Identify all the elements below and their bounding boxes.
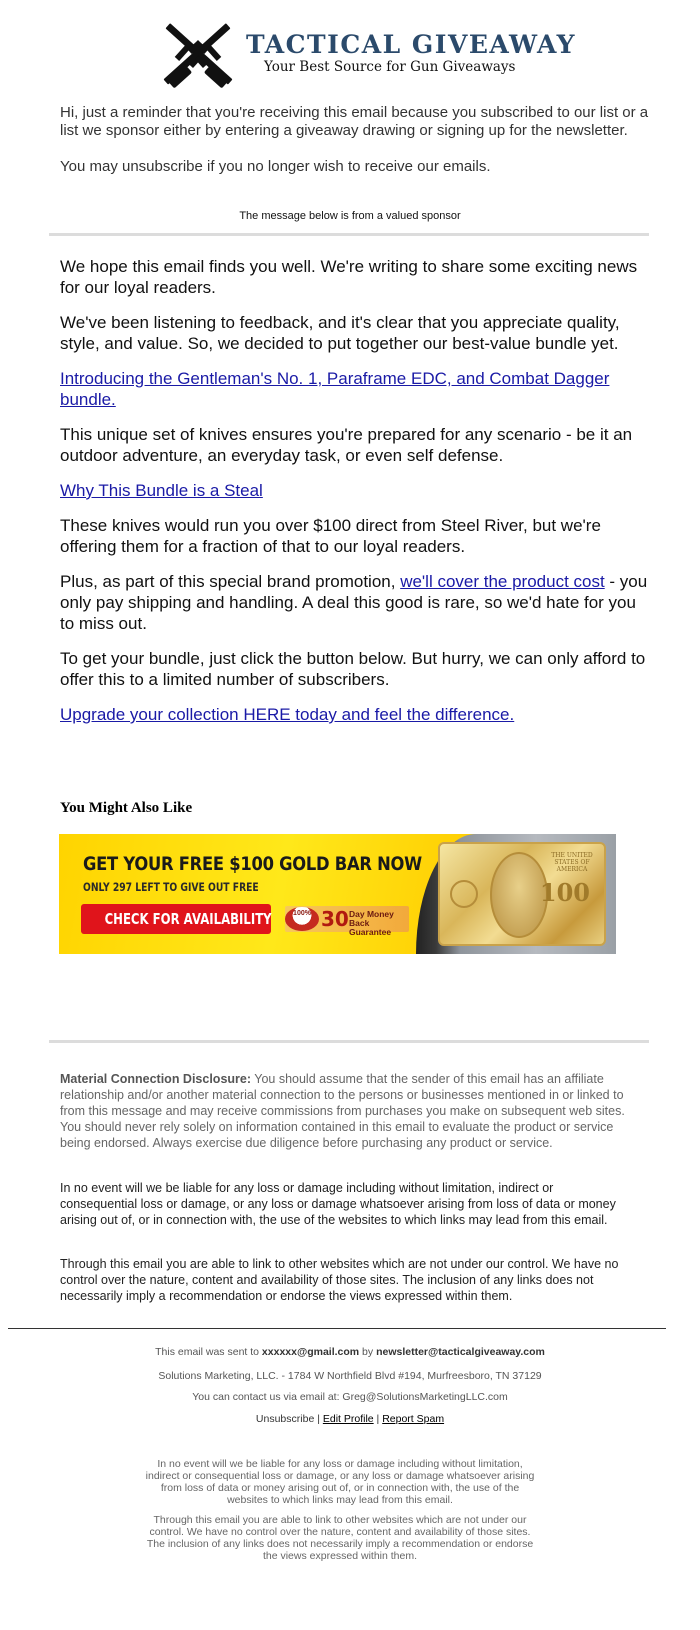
subscription-reminder: Hi, just a reminder that you're receiving this email because you subscribed to our list or a list we sponsor either by entering a giveaway drawing or signing up for the newsletter. (60, 104, 649, 139)
product-cost-link[interactable]: we'll cover the product cost (400, 572, 605, 591)
recipient-email: xxxxxx@gmail.com (261, 1346, 360, 1358)
guarantee-days: 30 (321, 907, 349, 931)
body-paragraph: This unique set of knives ensures you're prepared for any scenario - be it an outdoor adventure, an everyday task, or even self defense. (60, 425, 633, 465)
gold-bar-denomination: 100 (539, 878, 590, 907)
also-like-heading: You Might Also Like (60, 800, 193, 816)
check-availability-button[interactable]: CHECK FOR AVAILABILITY (81, 904, 271, 934)
external-links-disclaimer: Through this email you are able to link to other websites which are not under our control. We have no control over the nature, content and availability of those sites. The inclusion of any links does not necessarily imply a recommendation or endorse the views expressed within them. (60, 1257, 619, 1303)
report-spam-link[interactable]: Report Spam (382, 1413, 445, 1425)
unsubscribe-link[interactable]: Unsubscribe (255, 1413, 315, 1425)
body-paragraph: To get your bundle, just click the button below. But hurry, we can only afford to offer this to a limited number of subscribers. (60, 649, 646, 689)
sender-email: newsletter@tacticalgiveaway.com (376, 1346, 545, 1358)
contact-email: You can contact us via email at: Greg@SolutionsMarketingLLC.com (192, 1391, 508, 1403)
sponsor-note: The message below is from a valued sponsor (239, 210, 461, 222)
material-disclosure: Material Connection Disclosure: You should assume that the sender of this email has an affiliate relationship and/or another material connection to the persons or businesses mentioned in or linked to from this message and may receive commissions from purchases you make on subsequent web sites. You should never rely solely on information contained in this email to evaluate the product or service being endorsed. Always exercise due diligence before purchasing any product or service. (60, 1072, 625, 1150)
money-back-guarantee-badge (285, 906, 409, 937)
body-paragraph: These knives would run you over $100 direct from Steel River, but we're offering them for a fraction of that to our loyal readers. (60, 516, 601, 556)
footer-divider (8, 1328, 666, 1329)
seal-icon (450, 880, 478, 908)
upgrade-collection-link[interactable]: Upgrade your collection HERE today and feel the difference. (60, 705, 515, 724)
gold-bar-text: THE UNITED STATES OF AMERICA (551, 852, 593, 873)
bundle-intro-link[interactable]: Introducing the Gentleman's No. 1, Paraframe EDC, and Combat Dagger bundle. (60, 369, 610, 409)
gold-bar-image (438, 842, 606, 946)
logo-title: TACTICAL GIVEAWAY (246, 30, 577, 59)
body-paragraph: We've been listening to feedback, and it's clear that you appreciate quality, style, and value. So, we decided to put together our best-value bundle yet. (60, 313, 620, 353)
unsubscribe-notice: You may unsubscribe if you no longer wish to receive our emails. (60, 158, 491, 175)
email-body (60, 256, 650, 739)
crossed-rifles-icon (152, 12, 244, 98)
footer-liability: In no event will we be liable for any loss or damage including without limitation, indirect or consequential loss or damage, or any loss or damage whatsoever arising from loss of data or money arising out of, or in connection with, the use of the websites to which links may lead from this email. (145, 1458, 535, 1506)
logo-subtitle: Your Best Source for Gun Giveaways (264, 59, 516, 75)
divider (49, 233, 649, 236)
footer-links: Unsubscribe | Edit Profile | Report Spam (255, 1413, 445, 1425)
banner-headline: GET YOUR FREE $100 GOLD BAR NOW (83, 853, 422, 875)
seal-icon: 100% (285, 907, 319, 931)
banner-subhead: ONLY 297 LEFT TO GIVE OUT FREE (83, 880, 259, 894)
why-steal-link[interactable]: Why This Bundle is a Steal (60, 481, 263, 500)
footer-external-links: Through this email you are able to link to other websites which are not under our control. We have no control over the nature, content and availability of those sites. The inclusion of any links does not necessarily imply a recommendation or endorse the views expressed within them. (146, 1514, 534, 1562)
gold-bar-ad-banner[interactable] (59, 834, 616, 954)
logo[interactable] (150, 8, 577, 100)
guarantee-text: Day Money Back Guarantee (349, 909, 394, 937)
sent-to-line: This email was sent to xxxxxx@gmail.com by newsletter@tacticalgiveaway.com (155, 1346, 545, 1358)
body-paragraph: We hope this email finds you well. We're writing to share some exciting news for our loyal readers. (60, 257, 638, 297)
intro-notice (60, 104, 650, 194)
disclosure-label: Material Connection Disclosure: (60, 1072, 252, 1086)
divider (49, 1040, 649, 1043)
company-address: Solutions Marketing, LLC. - 1784 W Northfield Blvd #194, Murfreesboro, TN 37129 (158, 1370, 542, 1382)
liability-disclaimer: In no event will we be liable for any loss or damage including without limitation, indirect or consequential loss or damage, or any loss or damage whatsoever arising from loss of data or money arising out of, or in connection with, the use of the websites to which links may lead from this email. (60, 1181, 616, 1227)
body-paragraph: Plus, as part of this special brand promotion, we'll cover the product cost - you only pay shipping and handling. A deal this good is rare, so we'd hate for you to miss out. (60, 572, 648, 633)
edit-profile-link[interactable]: Edit Profile (322, 1413, 374, 1425)
